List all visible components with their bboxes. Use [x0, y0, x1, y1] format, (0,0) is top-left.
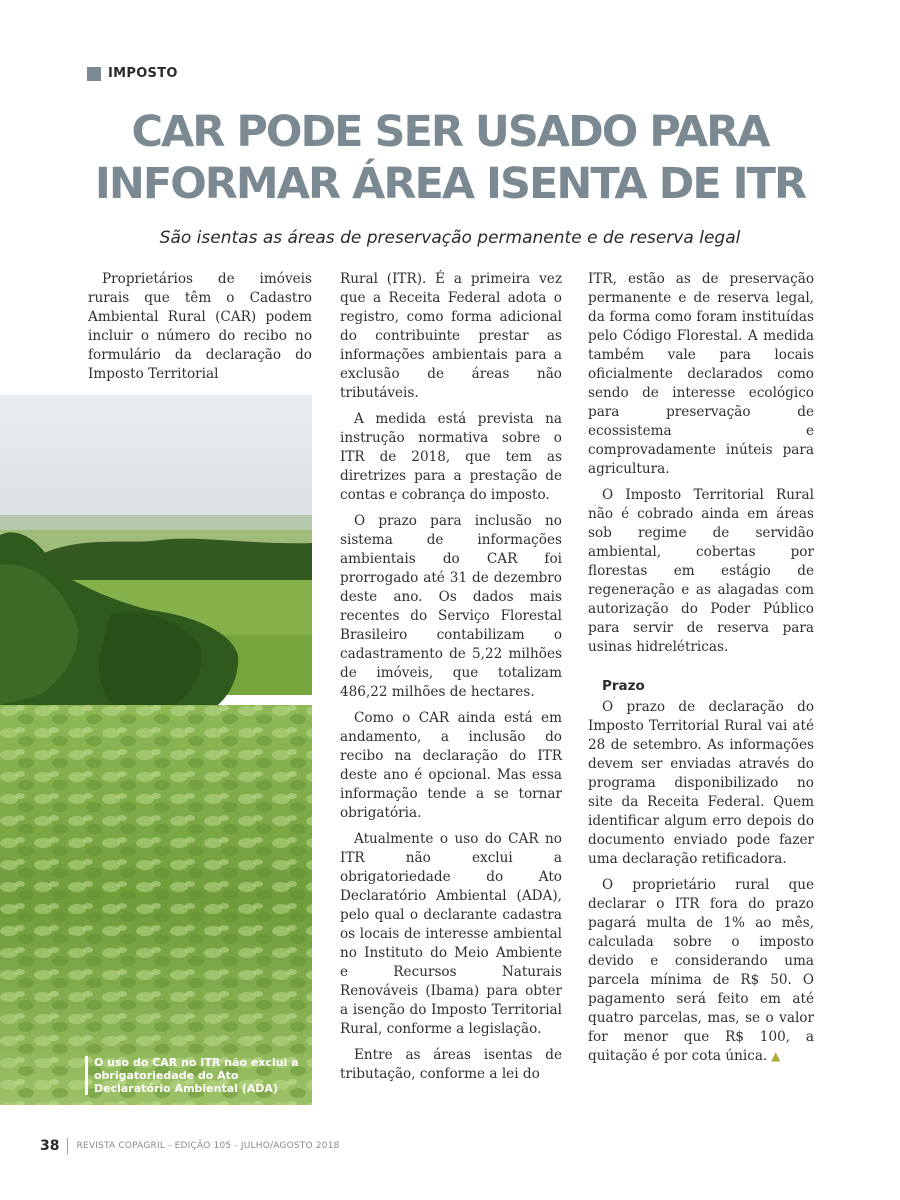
paragraph: A medida está prevista na instrução normativa sobre o ITR de 2018, que tem as diretrizes para a prestação de contas e cobrança do imposto.: [340, 411, 562, 503]
photo-caption: O uso do CAR no ITR não exclui a obrigatoriedade do Ato Declaratório Ambiental (ADA): [85, 1056, 304, 1095]
page-footer: [40, 1138, 340, 1154]
paragraph: O prazo de declaração do Imposto Territorial Rural vai até 28 de setembro. As informações devem ser enviadas através do programa disponibilizado no site da Receita Federal. Quem identificar algum erro depois do documento enviado pode fazer uma declaração retificadora.: [588, 699, 814, 867]
publication-info: REVISTA COPAGRIL - EDIÇÃO 105 - JULHO/AGOSTO 2018: [76, 1141, 340, 1151]
paragraph: O Imposto Territorial Rural não é cobrado ainda em áreas sob regime de servidão ambiental, cobertas por florestas em estágio de regeneração e as alagadas com autorização do Poder Público para servir de reserva para usinas hidrelétricas.: [588, 487, 814, 655]
headline-line-1: CAR PODE SER USADO PARA: [131, 107, 769, 157]
footer-divider: [67, 1138, 68, 1154]
section-square-icon: [87, 67, 101, 81]
photo-illustration: [0, 395, 312, 1105]
end-mark-icon: ▲: [767, 1049, 781, 1063]
paragraph: Proprietários de imóveis rurais que têm o Cadastro Ambiental Rural (CAR) podem incluir o número do recibo no formulário da declaração do Imposto Territorial: [88, 271, 312, 382]
page-number: 38: [40, 1138, 60, 1154]
paragraph: [588, 876, 814, 1066]
headline: [40, 106, 860, 210]
paragraph: Rural (ITR). É a primeira vez que a Receita Federal adota o registro, como forma adicional do contribuinte prestar as informações ambientais para a exclusão de áreas não tributáveis.: [340, 271, 562, 401]
section-tag: [87, 66, 178, 81]
paragraph: Como o CAR ainda está em andamento, a inclusão do recibo na declaração do ITR deste ano é opcional. Mas essa informação tende a se tornar obrigatória.: [340, 710, 562, 821]
headline-line-2: INFORMAR ÁREA ISENTA DE ITR: [94, 159, 806, 209]
column-1: [88, 270, 312, 391]
subtitle: São isentas as áreas de preservação permanente e de reserva legal: [159, 228, 741, 248]
section-heading-prazo: Prazo: [602, 678, 645, 694]
paragraph-text: O proprietário rural que declarar o ITR fora do prazo pagará multa de 1% ao mês, calculada sobre o imposto devido e considerando uma parcela mínima de R$ 50. O pagamento será feito em até quatro parcelas, mas, se o valor for menor que R$ 100, a quitação é por cota única.: [588, 877, 814, 1064]
soybean-field-photo: [0, 395, 312, 1105]
section-label: IMPOSTO: [108, 66, 178, 81]
column-3: [588, 270, 814, 1073]
paragraph: Entre as áreas isentas de tributação, conforme a lei do: [340, 1047, 562, 1082]
column-2: [340, 270, 562, 1091]
paragraph: ITR, estão as de preservação permanente e de reserva legal, da forma como foram instituídas pelo Código Florestal. A medida também vale para locais oficialmente declarados como sendo de interesse ecológico para preservação de ecossistema e comprovadamente inúteis para agricultura.: [588, 271, 814, 477]
paragraph: O prazo para inclusão no sistema de informações ambientais do CAR foi prorrogado até 31 de dezembro deste ano. Os dados mais recentes do Serviço Florestal Brasileiro contabilizam o cadastramento de 5,22 milhões de imóveis, que totalizam 486,22 milhões de hectares.: [340, 513, 562, 700]
paragraph: Atualmente o uso do CAR no ITR não exclui a obrigatoriedade do Ato Declaratório Ambiental (ADA), pelo qual o declarante cadastra os locais de interesse ambiental no Instituto do Meio Ambiente e Recursos Naturais Renováveis (Ibama) para obter a isenção do Imposto Territorial Rural, conforme a legislação.: [340, 831, 562, 1037]
